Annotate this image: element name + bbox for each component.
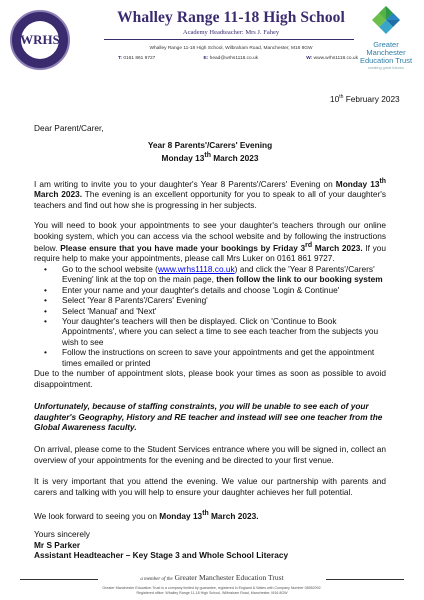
paragraph-staffing-notice: Unfortunately, because of staffing constraints, you will be unable to see each of your daughter's Geography, History and RE teacher and instead will see one teacher from the Global Awareness faculty. — [34, 401, 383, 433]
signatory-title: Assistant Headteacher – Key Stage 3 and Whole School Literacy — [34, 550, 289, 561]
paragraph-invitation: I am writing to invite you to your daughter's Year 8 Parents'/Carers' Evening on Monday 13th March 2023. The evening is an excellent opportunity for you to speak to all of your daughter's teachers and find out how she is progressing in her subjects. — [34, 178, 386, 210]
footer-trust-membership: a member of the Greater Manchester Education Trust — [140, 573, 284, 582]
signature-block — [34, 540, 386, 561]
school-address: Whalley Range 11-18 High School, Wilbraham Road, Manchester, M16 8GW — [149, 46, 313, 51]
contact-line — [118, 56, 358, 61]
headteacher-line: Academy Headteacher: Mrs J. Fahey — [182, 29, 280, 36]
paragraph-closing: We look forward to seeing you on Monday 13th March 2023. — [34, 510, 259, 522]
paragraph-importance: It is very important that you attend the evening. We value our partnership with parents and carers and talking with you will help to ensure your daughter achieves her full potential. — [34, 476, 386, 497]
list-item: • Select 'Year 8 Parents'/Carers' Evening' — [44, 295, 208, 306]
trust-logo — [356, 6, 416, 76]
list-item: • Select 'Manual' and 'Next' — [44, 305, 157, 316]
greeting: Dear Parent/Carer, — [34, 123, 104, 133]
booking-instructions-list — [44, 264, 386, 368]
trust-tagline: creating great futures — [368, 66, 404, 70]
email-contact: E: head@wrhs1118.co.uk — [203, 56, 259, 61]
letterhead — [0, 0, 424, 80]
list-item: • Enter your name and your daughter's details and choose 'Login & Continue' — [44, 284, 340, 295]
paragraph-arrival: On arrival, please come to the Student Services entrance where you will be signed in, collect an overview of your appointments for the evening and be directed to your first venue. — [34, 444, 386, 465]
paragraph-book-early: Due to the number of appointment slots, please book your times as soon as possible to avoid disappointment. — [34, 368, 386, 389]
sign-off: Yours sincerely — [34, 529, 90, 540]
footer-legal-office: Registered office: Whalley Range 11-18 High School, Wilbraham Road, Manchester, M16 8GW — [136, 591, 288, 595]
trust-name: Greater Manchester Education Trust — [359, 40, 413, 65]
school-crest-logo — [10, 10, 70, 70]
list-item: • Go to the school website (www.wrhs1118.co.uk) and click the 'Year 8 Parents'/Carers' Evening' link at the top on the main page, then follow the link to our booking system — [44, 264, 383, 285]
list-item: • Your daughter's teachers will then be displayed. Click on 'Continue to Book Appointments', where you can select a time to see each teacher from the subjects you wish to see — [44, 316, 379, 347]
school-website-link[interactable]: www.wrhs1118.co.uk — [157, 264, 235, 274]
header-divider — [104, 39, 354, 40]
crest-initials: WRHS — [21, 21, 59, 59]
footer-legal-company: Greater Manchester Education Trust is a company limited by guarantee, registered in England & Wales with Company Number 08952092. — [102, 586, 322, 590]
trust-diamond-icon — [372, 6, 400, 34]
letter-date: 10th February 2023 — [330, 94, 400, 104]
letter-title: Year 8 Parents'/Carers' Evening Monday 13th March 2023 — [147, 140, 273, 163]
web-contact: W: www.wrhs1118.co.uk — [306, 56, 358, 61]
phone-contact: T: 0161 861 9727 — [118, 56, 156, 61]
school-name: Whalley Range 11-18 High School — [117, 9, 345, 26]
signatory-name: Mr S Parker — [34, 540, 81, 550]
paragraph-booking: You will need to book your appointments to see your daughter's teachers through our online booking system, which you can access via the school website and by following the instructions below. Please ensure that you have made your bookings by Friday 3rd March 2023. If you require help to make your appointments, please call Mrs Luker on 0161 861 9727. — [34, 220, 386, 264]
list-item: • Follow the instructions on screen to save your appointments and get the appointment times emailed or printed — [44, 347, 375, 368]
